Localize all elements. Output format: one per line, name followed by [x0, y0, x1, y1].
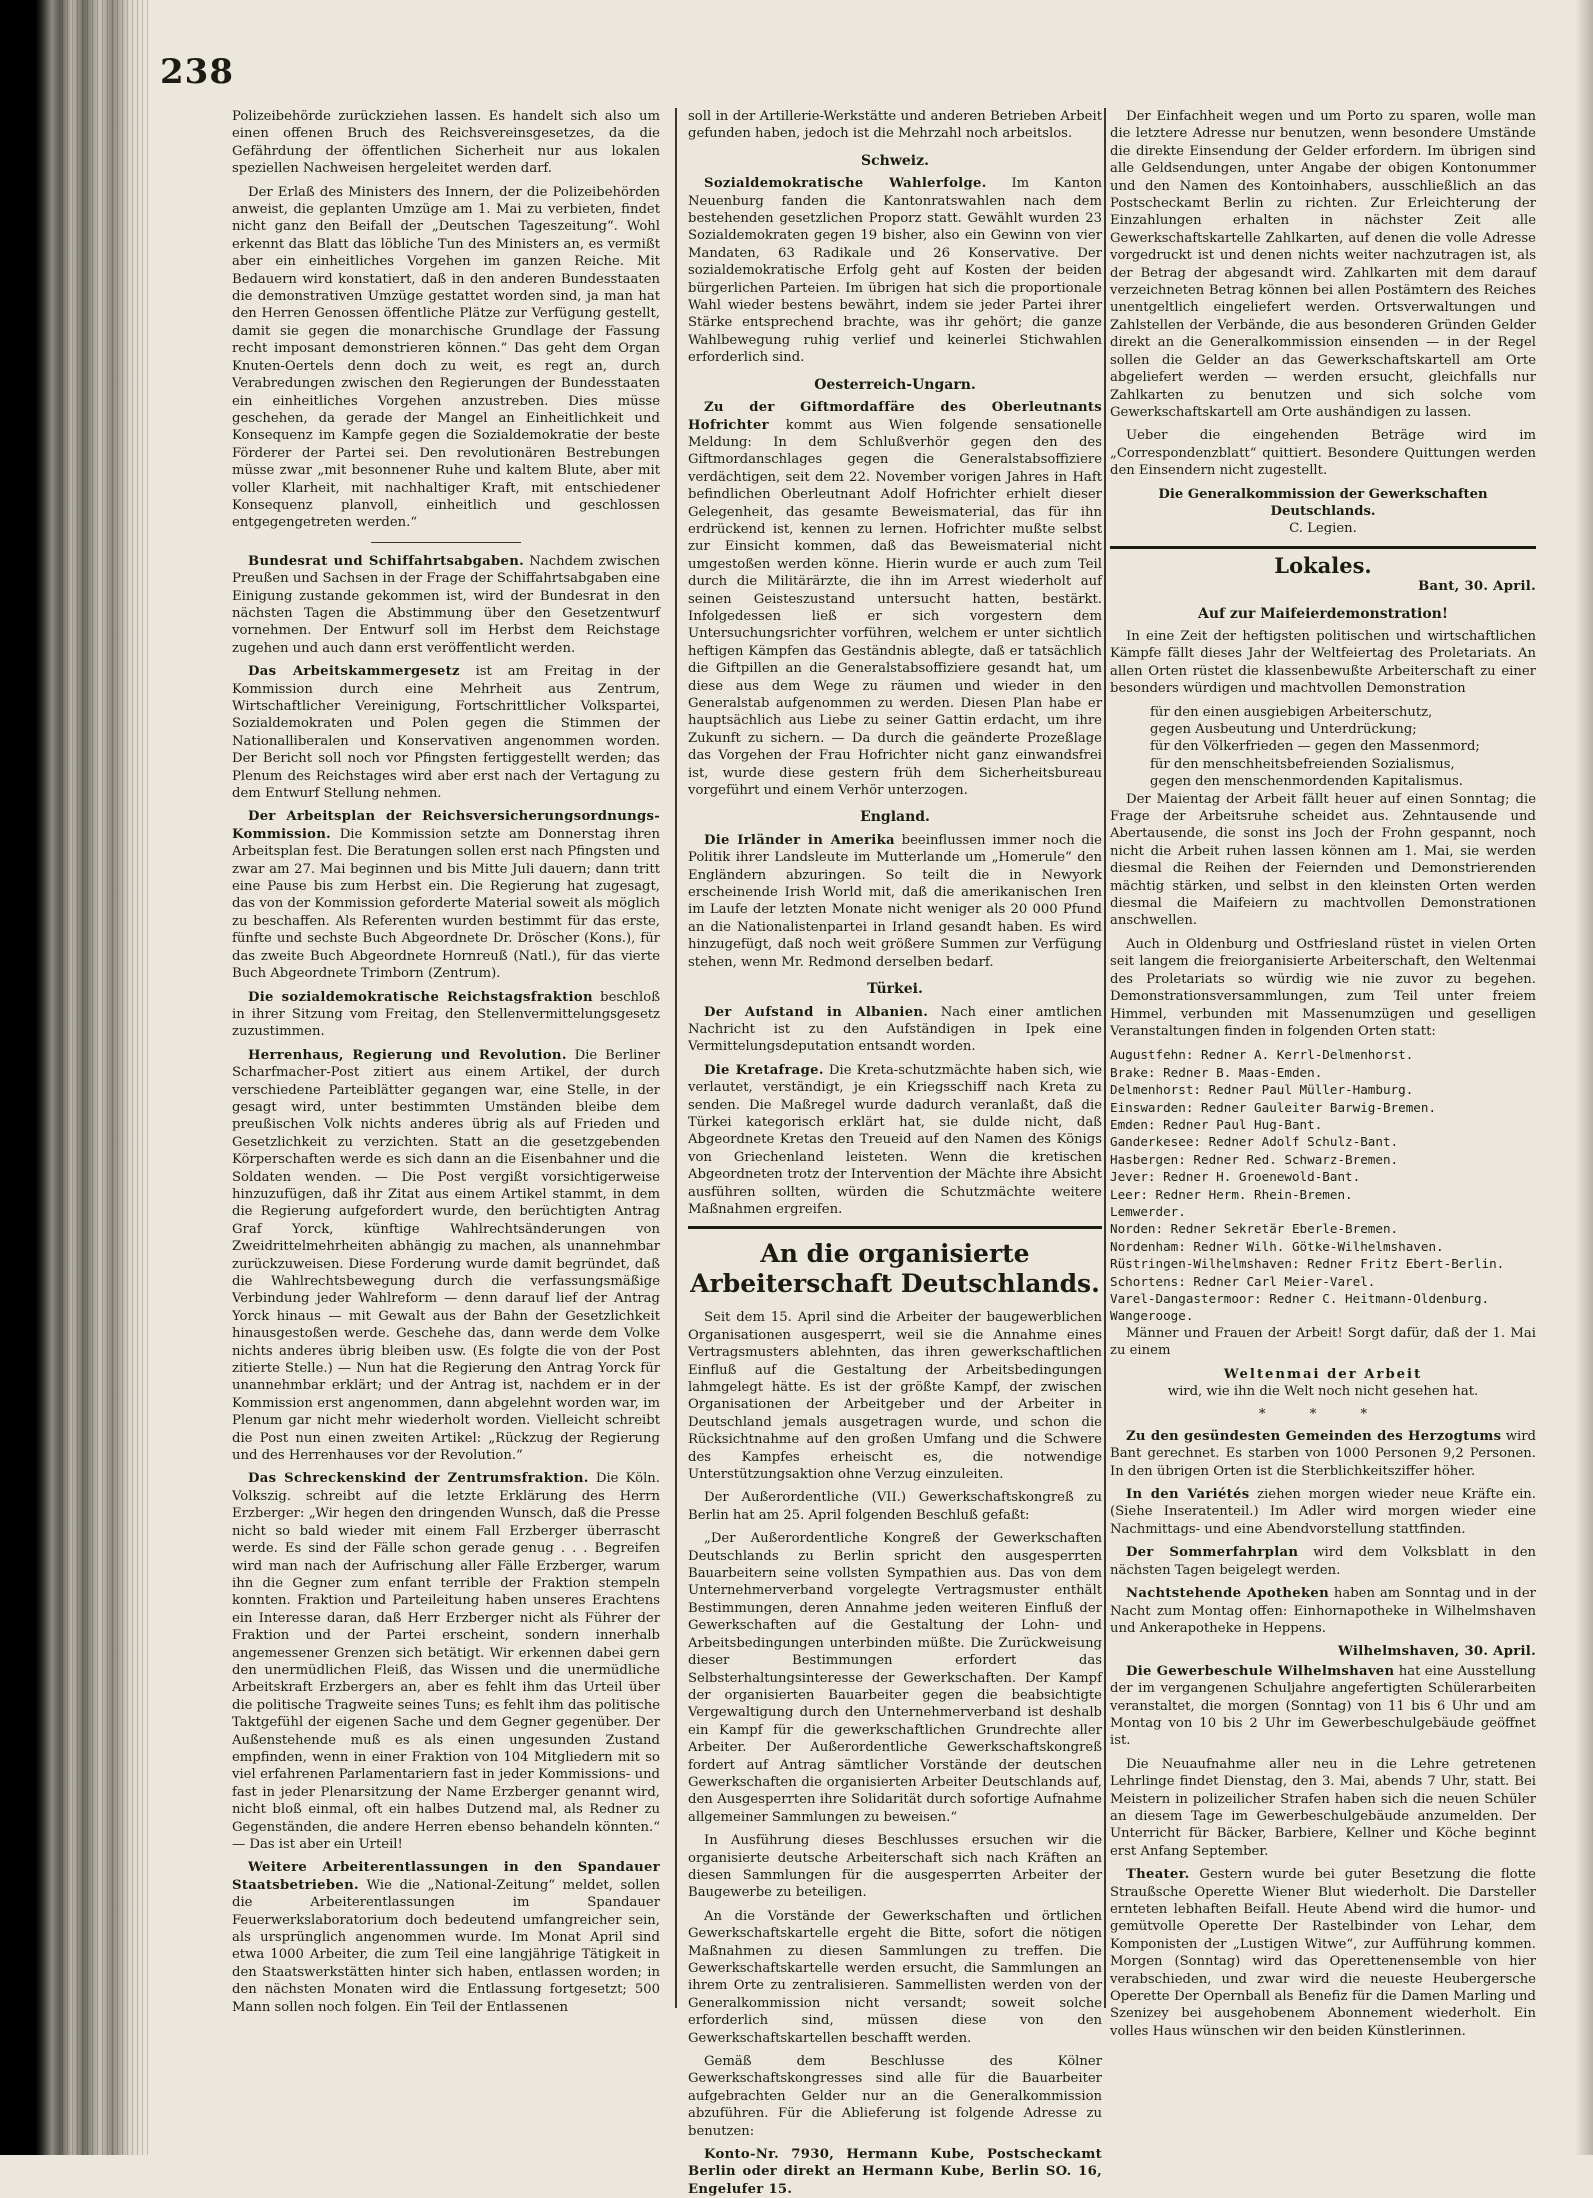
- list-item: Emden: Redner Paul Hug-Bant.: [1110, 1116, 1323, 1132]
- article-heading: Sozialdemokratische Wahlerfolge.: [704, 176, 987, 192]
- article-heading: Der Arbeitsplan der Reichsversicherungsordnungs-Kommission.: [232, 809, 660, 842]
- list-item: gegen den menschenmordenden Kapitalismus.: [1150, 774, 1463, 790]
- paragraph: Der Maientag der Arbeit fällt heuer auf einen Sonntag; die Frage der Arbeitsruhe scheidet aus. Zehntausende und Abertausende, die sonst ins Joch der Frohn gespannt, noch nicht die Arbeit ruhen lassen können am 1. Mai, sie werden diesmal die Reihen der Feiernden und Demonstrierenden mächtig stärken, und selbst in den kleinsten Orten werden diesmal die Maifeiern zu machtvollen Demonstrationen anschwellen.: [1110, 791, 1536, 929]
- article-heading: Die sozialdemokratische Reichstagsfraktion: [248, 989, 593, 1005]
- list-item: Augustfehn: Redner A. Kerrl-Delmenhorst.: [1110, 1047, 1414, 1063]
- article-heading: Auf zur Maifeierdemonstration!: [1197, 605, 1448, 622]
- list-item: Rüstringen-Wilhelmshaven: Redner Fritz Ebert-Berlin.: [1110, 1256, 1505, 1272]
- list-item: für den einen ausgiebigen Arbeiterschutz,: [1150, 704, 1433, 720]
- paragraph: Der Erlaß des Ministers des Innern, der die Polizeibehörden anweist, die geplanten Umzüge am 1. Mai zu verbieten, findet nicht ganz den Beifall der „Deutschen Tageszeitung“. Wohl erkennt das Blatt das löbliche Tun des Ministers an, es vermißt aber ein einheitliches Vorgehen im ganzen Reiche. Mit Bedauern wird konstatiert, daß in den anderen Bundesstaaten die demonstrativen Umzüge gestattet worden sind, ja man hat den Herren Genossen öffentliche Plätze zur Verfügung gestellt, damit sie gegen die monarchische Grundlage der Fassung recht imposant demonstrieren können.“ Das geht dem Organ Knuten-Oertels denn doch zu weit, es regt an, durch Verabredungen zwischen den Regierungen der Bundesstaaten ein einheitliches Vorgehen anzustreben. Dies müsse geschehen, da gerade der Mangel an Einheitlichkeit und Konsequenz im Kampfe gegen die Sozialdemokratie der beste Förderer der Partei sei. Den revolutionären Bestrebungen müsse zwar „mit besonnener Ruhe und kaltem Blute, aber mit voller Klarheit, mit nachhaltiger Kraft, mit entschiedener Konsequenz planvoll, einheitlich und geschlossen entgegengetreten werden.“: [232, 184, 660, 531]
- list-item: Varel-Dangastermoor: Redner C. Heitmann-Oldenburg.: [1110, 1291, 1490, 1306]
- list-item: Nordenham: Redner Wilh. Götke-Wilhelmshaven.: [1110, 1238, 1444, 1254]
- paragraph: soll in der Artillerie-Werkstätte und anderen Betrieben Arbeit gefunden haben, jedoch ist die Mehrzahl noch arbeitslos.: [688, 109, 1102, 142]
- paragraph: An die Vorstände der Gewerkschaften und örtlichen Gewerkschaftskartelle ergeht die Bitte, sofort die nötigen Maßnahmen zu diesen Sammlungen zu treffen. Die Gewerkschaftskartelle werden ersucht, die Sammlungen an ihrem Orte zu zentralisieren. Sammellisten werden von der Generalkommission nicht versandt; soweit solche erforderlich sind, müssen diese von den Gewerkschaftskartellen beschafft werden.: [688, 1908, 1102, 2046]
- article-heading: Die Gewerbeschule Wilhelmshaven: [1126, 1663, 1395, 1679]
- paragraph: ist am Freitag in der Kommission durch eine Mehrheit aus Zentrum, Wirtschaftlicher Vereinigung, Fortschrittlicher Volkspartei, Sozialdemokraten und Polen gegen die Stimmen der Nationalliberalen und Konservativen angenommen worden. Der Bericht soll noch vor Pfingsten fertiggestellt werden; das Plenum des Reichstages wird aber erst nach der Vertagung zu dem Entwurf Stellung nehmen.: [232, 664, 660, 802]
- list-item: Wangerooge.: [1110, 1308, 1194, 1324]
- article-heading: Das Schreckenskind der Zentrumsfraktion.: [248, 1471, 589, 1487]
- list-item: Brake: Redner B. Maas-Emden.: [1110, 1064, 1323, 1080]
- appeal-title: An die organisierte Arbeiterschaft Deutschlands.: [690, 1239, 1100, 1299]
- paragraph: beschloß in ihrer Sitzung vom Freitag, den Stellenvermittelungsgesetz zuzustimmen.: [232, 989, 660, 1040]
- paragraph: Die Neuaufnahme aller neu in die Lehre getretenen Lehrlinge findet Dienstag, den 3. Mai, abends 7 Uhr, statt. Bei Meistern in polizeilicher Strafen haben sich die neuen Schüler an diesem Tage im Gewerbeschulgebäude anzumelden. Der Unterricht für Bäcker, Barbiere, Kellner und Köche beginnt erst Anfang September.: [1110, 1756, 1536, 1859]
- column-2: [688, 108, 1102, 2197]
- paragraph: ziehen morgen wieder neue Kräfte ein. (Siehe Inseratenteil.) Im Adler wird morgen wieder eine Nachmittags- und eine Abendvorstellung stattfinden.: [1110, 1487, 1536, 1537]
- list-item: Leer: Redner Herm. Rhein-Bremen.: [1110, 1186, 1353, 1202]
- list-item: für den menschheitsbefreienden Sozialismus,: [1150, 756, 1455, 772]
- list-item: Schortens: Redner Carl Meier-Varel.: [1110, 1273, 1376, 1289]
- article-heading: Theater.: [1126, 1867, 1190, 1883]
- demand-list: [1110, 704, 1536, 791]
- article-heading: Der Sommerfahrplan: [1126, 1545, 1299, 1561]
- paragraph: Die Kommission setzte am Donnerstag ihren Arbeitsplan fest. Die Beratungen sollen erst nach Pfingsten und zwar am 27. Mai beginnen und bis Mitte Juli dauern; dann tritt eine Pause bis zum Herbst ein. Die Regierung hat zugesagt, das von der Kommission geforderte Material soweit als möglich zu beschaffen. Als Referenten wurden bestimmt für das erste, fünfte und sechste Buch Abgeordnete Dr. Dröscher (Kons.), für das zweite Buch Abgeordnete Hornreuß (Natl.), für das vierte Buch Abgeordnete Trimborn (Zentrum).: [232, 826, 660, 982]
- paragraph: wird dem Volksblatt in den nächsten Tagen beigelegt werden.: [1110, 1545, 1536, 1578]
- asterism: * * *: [1258, 1407, 1388, 1423]
- heavy-rule: [1110, 546, 1536, 549]
- paragraph: Die Berliner Scharfmacher-Post zitiert aus einem Artikel, der durch verschiedene Parteiblätter gegangen war, eine Stelle, in der gesagt wird, unter bestimmten Umständen bleibe dem preußischen Volk nichts anderes übrig als auf Frieden und Gesetzlichkeit zu verzichten. Statt an die gesetzgebenden Körperschaften werde es sich dann an die Eisenbahner und die Soldaten wenden. — Die Post vergißt vorsichtigerweise hinzuzufügen, daß ihr Zitat aus einem Artikel stammt, in dem die Regierung aufgefordert wurde, den berüchtigten Antrag Graf Yorck, künftige Wahlrechtsänderungen von Zweidrittelmehrheiten abhängig zu machen, als unannehmbar zurückzuweisen. Diese Forderung wurde damit begründet, daß die Wahlrechtsbewegung durch die verfassungsmäßige Verbindung jeder Wahlreform — denn darauf lief der Antrag Yorck hinaus — mit Gewalt aus der Bahn der Gesetzlichkeit hinausgestoßen werde. Geschehe das, dann werde dem Volke nichts anderes übrig bleiben usw. (Es folgte die von der Post zitierte Stelle.) — Nun hat die Regierung den Antrag Yorck für unannehmbar erklärt; und der Antrag ist, nachdem er in der Kommission erst angenommen, dann abgelehnt worden war, im Plenum gar nicht mehr wiederholt worden. Vielleicht schreibt die Post nun einen zweiten Artikel: „Rückzug der Regierung und des Herrenhauses vor der Revolution.“: [232, 1047, 660, 1464]
- article-heading: Die Irländer in Amerika: [704, 832, 895, 848]
- paragraph: In Ausführung dieses Beschlusses ersuchen wir die organisierte deutsche Arbeiterschaft sich nach Kräften an diesen Sammlungen für die ausgesperrten Arbeiter der Baugewerbe zu beteiligen.: [688, 1833, 1102, 1901]
- article-heading: Der Aufstand in Albanien.: [704, 1004, 929, 1020]
- list-item: gegen Ausbeutung und Unterdrückung;: [1150, 722, 1417, 737]
- paragraph: Nach einer amtlichen Nachricht ist zu den Aufständigen in Ipek eine Vermittelungsdeputation entsandt worden.: [688, 1004, 1102, 1055]
- column-rule-2: [1104, 108, 1106, 2008]
- paragraph: Auch in Oldenburg und Ostfriesland rüstet in vielen Orten seit langem die freiorganisierte Arbeiterschaft, den Weltenmai des Proletariats so würdig wie nie zuvor zu begehen. Demonstrationsversammlungen, zum Teil unter freiem Himmel, verbunden mit Massenumzügen und geselligen Veranstaltungen finden in folgenden Orten statt:: [1110, 936, 1536, 1039]
- article-heading: Bundesrat und Schiffahrtsabgaben.: [248, 553, 525, 569]
- emphasis-line: Weltenmai der Arbeit: [1223, 1366, 1423, 1382]
- list-item: Jever: Redner H. Groenewold-Bant.: [1110, 1169, 1361, 1185]
- paragraph: Seit dem 15. April sind die Arbeiter der baugewerblichen Organisationen ausgesperrt, weil sie die Annahme eines Vertragsmusters ablehnten, das ihren gewerkschaftlichen Einfluß auf die Gestaltung der Arbeitsbedingungen lahmgelegt hätte. Es ist der größte Kampf, der zwischen Organisationen der Arbeitgeber und der Arbeiter in Deutschland jemals ausgetragen wurde, und schon die Rücksichtnahme auf den großen Umfang und die Schwere des Kampfes erheischt es, die notwendige Unterstützungsaktion ohne Verzug einzuleiten.: [688, 1310, 1102, 1483]
- paragraph: In eine Zeit der heftigsten politischen und wirtschaftlichen Kämpfe fällt dieses Jahr der Weltfeiertag des Proletariats. An allen Orten rüstet die klassenbewußte Arbeiterschaft zu einer besonders würdigen und machtvollen Demonstration: [1110, 628, 1536, 697]
- list-item: Lemwerder.: [1110, 1203, 1186, 1219]
- paragraph: beeinflussen immer noch die Politik ihrer Landsleute im Mutterlande um „Homerule“ den Engländern abzuringen. So teilt die in Newyork erscheinende Irish World mit, daß die amerikanischen Iren im Laufe der letzten Monate nicht weniger als 20 000 Pfund an die Nationalistenpartei in Irland gesandt haben. Es wird hinzugefügt, daß noch weit größere Summen zur Verfügung stehen, wenn Mr. Redmond derselben bedarf.: [688, 832, 1102, 970]
- paragraph: hat eine Ausstellung der im vergangenen Schuljahre angefertigten Schülerarbeiten veranstaltet, die morgen (Sonntag) von 11 bis 6 Uhr und am Montag von 10 bis 2 Uhr im Gewerbeschulgebäude geöffnet ist.: [1110, 1663, 1536, 1749]
- list-item: Ganderkesee: Redner Adolf Schulz-Bant.: [1110, 1134, 1399, 1150]
- column-rule-1: [675, 108, 677, 2008]
- list-item: Einswarden: Redner Gauleiter Barwig-Bremen.: [1110, 1099, 1437, 1115]
- list-item: Hasbergen: Redner Red. Schwarz-Bremen.: [1110, 1151, 1399, 1167]
- paragraph: Im Kanton Neuenburg fanden die Kantonratswahlen nach dem bestehenden gesetzlichen Proporz statt. Gewählt wurden 23 Sozialdemokraten gegen 19 bisher, also ein Gewinn von vier Mandaten, 63 Radikale und 26 Konservative. Der sozialdemokratische Erfolg geht auf Kosten der beiden bürgerlichen Parteien. Im übrigen hat sich die proportionale Wahl wieder bestens bewährt, indem sie jeder Partei ihrer Stärke entsprechend brachte, was ihr gehört; die ganze Wahlbewegung ruhig verlief und keinerlei Stichwahlen erforderlich sind.: [688, 176, 1102, 366]
- paragraph: Gestern wurde bei guter Besetzung die flotte Straußsche Operette Wiener Blut wiederholt. Die Darsteller ernteten lebhaften Beifall. Heute Abend wird die humor- und gemütvolle Operette Der Rastelbinder von Lehar, dem Komponisten der „Lustigen Witwe“, zur Aufführung kommen. Morgen (Sonntag) wird das Operettenensemble von hier verabschieden, und zwar wird die neueste Heubergersche Operette Der Opernball als Benefiz für die Damen Marling und Szenizey bei ausgehobenem Abonnement wiederholt. Ein volles Haus wünschen wir den beiden Künstlerinnen.: [1110, 1867, 1536, 2039]
- paragraph: Die Köln. Volkszig. schreibt auf die letzte Erklärung des Herrn Erzberger: „Wir hegen den dringenden Wunsch, daß die Presse nicht so bald wieder mit einem Fall Erzberger überrascht werde. Es sind der Fälle schon gerade genug . . . Begreifen wird man nach der Aufrischung aller Fälle Erzberger, warum ihn die Gegner zum enfant terrible der Fraktion stempeln konnten. Fraktion und Parteileitung haben unseres Erachtens ein Interesse daran, daß Herr Erzberger nicht als Führer der Fraktion und der Partei erscheint, sondern innerhalb angemessener Grenzen sich betätigt. Wir erkennen dabei gern den unermüdlichen Fleiß, das Wissen und die unermüdliche Arbeitskraft Erzbergers an, aber es fehlt ihm das Urteil über die politische Tragweite seines Tuns; es fehlt ihm das politische Taktgefühl der eigenen Sache und dem Gegner gegenüber. Der Außenstehende muß es als einen ungesunden Zustand empfinden, wenn in einer Fraktion von 104 Mitgliedern mit so viel erfahrenen Parlamentariern fast in jeder Kommissions- und fast in jeder Plenarsitzung der Name Erzberger genannt wird, nicht bloß einmal, oft ein halbes Dutzend mal, als Redner zu Gegenständen, die andere Herren ebenso behandeln könnten.“ — Das ist aber ein Urteil!: [232, 1471, 660, 1852]
- article-heading: Weitere Arbeiterentlassungen in den Spandauer Staatsbetrieben.: [232, 1860, 660, 1893]
- section-title-lokales: Lokales.: [1274, 552, 1372, 578]
- paragraph: Ueber die eingehenden Beträge wird im „Correspondenzblatt“ quittiert. Besondere Quittungen werden den Einsendern nicht zugestellt.: [1110, 428, 1536, 479]
- paragraph: haben am Sonntag und in der Nacht zum Montag offen: Einhornapotheke in Wilhelmshaven und Ankerapotheke in Heppens.: [1110, 1586, 1536, 1636]
- dateline: Bant, 30. April.: [1418, 579, 1536, 595]
- dateline: Wilhelmshaven, 30. April.: [1338, 1644, 1536, 1660]
- section-heading: Oesterreich-Ungarn.: [814, 376, 976, 393]
- column-3: [1110, 108, 1536, 2039]
- book-binding-spine: [0, 0, 150, 2155]
- page-edge-shadow: [1575, 0, 1593, 2155]
- paragraph: kommt aus Wien folgende sensationelle Meldung: In dem Schlußverhör gegen den des Giftmordanschlages gegen die Generalstabsoffiziere verdächtigen, seit dem 22. November vorigen Jahres in Haft befindlichen Oberleutnant Adolf Hofrichter erhielt dieser Gelegenheit, das gesamte Beweismaterial, das für ihn erdrückend ist, kennen zu lernen. Hofrichter mußte selbst zur Einsicht kommen, daß das Beweismaterial nicht umgestoßen werden könne. Hierin wurde er auch zum Teil durch die Militärärzte, die ihn im Arrest wiederholt auf seinen Geisteszustand untersucht hatten, bestärkt. Infolgedessen ließ er sich vorgestern dem Untersuchungsrichter vorführen, welchem er unter sichtlich heftigen Kämpfen das Geständnis ablegte, daß er tatsächlich die Giftpillen an die Generalstabsoffiziere gesandt hat, um diese aus dem Wege zu räumen und wieder in den Generalstab aufgenommen zu werden. Diesen Plan habe er hauptsächlich aus Liebe zu seiner Gattin erdacht, um ihre Zukunft zu sichern. — Da durch die geänderte Prozeßlage das Vorgehen der Frau Hofrichter nicht ganz einwandsfrei ist, wurde diese gestern früh dem Sicherheitsbureau vorgeführt und einem Verhör unterzogen.: [688, 417, 1102, 799]
- article-heading: Nachtstehende Apotheken: [1126, 1586, 1329, 1602]
- paragraph: Polizeibehörde zurückziehen lassen. Es handelt sich also um einen offenen Bruch des Reichsvereinsgesetzes, da die Gefährdung der öffentlichen Sicherheit nur aus lokalen speziellen Nachweisen hergeleitet werden darf.: [232, 109, 660, 177]
- signature-name: C. Legien.: [1289, 521, 1357, 537]
- paragraph: Der Einfachheit wegen und um Porto zu sparen, wolle man die letztere Adresse nur benutzen, wenn besondere Umstände die direkte Einsendung der Gelder erfordern. Im übrigen sind alle Geldsendungen, unter Angabe der obigen Kontonummer und den Namen des Kontoinhabers, ausschließlich an das Postscheckamt Berlin zu richten. Zur Erleichterung der Einzahlungen erhalten in nächster Zeit alle Gewerkschaftskartelle Zahlkarten, auf denen die volle Adresse vorgedruckt ist und denen nichts weiter nachzutragen ist, als der Betrag der abgesandt wird. Zahlkarten mit dem darauf verzeichneten Betrag können bei allen Postämtern des Reiches unentgeltlich eingeliefert werden. Ortsverwaltungen und Zahlstellen der Verbände, die aus besonderen Gründen Gelder direkt an die Generalkommission einsenden — in der Regel sollen die Gelder an das Gewerkschaftskartell am Orte abgeliefert werden — werden ersucht, gleichfalls nur Zahlkarten zu benutzen und sich solche vom Gewerkschaftskartell am Orte aushändigen zu lassen.: [1110, 109, 1536, 420]
- bank-address: Konto-Nr. 7930, Hermann Kube, Postscheckamt Berlin oder direkt an Hermann Kube, Berlin SO. 16, Engelufer 15.: [688, 2147, 1102, 2197]
- list-item: für den Völkerfrieden — gegen den Massenmord;: [1150, 739, 1480, 755]
- section-heading: England.: [860, 809, 930, 826]
- article-heading: Zu den gesündesten Gemeinden des Herzogtums: [1126, 1428, 1502, 1444]
- paragraph: Der Außerordentliche (VII.) Gewerkschaftskongreß zu Berlin hat am 25. April folgenden Beschluß gefaßt:: [688, 1490, 1102, 1523]
- paragraph: Gemäß dem Beschlusse des Kölner Gewerkschaftskongresses sind alle für die Bauarbeiter aufgebrachten Gelder nur an die Generalkommission abzuführen. Für die Ablieferung ist folgende Adresse zu benutzen:: [688, 2054, 1102, 2139]
- separator: [371, 542, 521, 543]
- article-heading: Die Kretafrage.: [704, 1062, 824, 1078]
- paragraph: Männer und Frauen der Arbeit! Sorgt dafür, daß der 1. Mai zu einem: [1110, 1325, 1536, 1359]
- column-1: [232, 108, 661, 2015]
- article-heading: Zu der Giftmordaffäre des Oberleutnants Hofrichter: [688, 400, 1102, 433]
- article-heading: Das Arbeitskammergesetz: [248, 664, 460, 680]
- paragraph: wird Bant gerechnet. Es starben von 1000 Personen 9,2 Personen. In den übrigen Orten ist die Sterblichkeitsziffer höher.: [1110, 1428, 1536, 1479]
- article-heading: In den Variétés: [1126, 1487, 1250, 1503]
- section-heading: Türkei.: [867, 981, 923, 998]
- paragraph: Wie die „National-Zeitung“ meldet, sollen die Arbeiterentlassungen im Spandauer Feuerwerkslaboratorium doch bedeutend umfangreicher sein, als ursprünglich angenommen wurde. Im Monat April sind etwa 1000 Arbeiter, die zum Teil eine langjährige Tätigkeit in den Staatswerkstätten hinter sich haben, entlassen worden; in den nächsten Monaten wird die Entlassung fortgesetzt; 500 Mann sollen noch folgen. Ein Teil der Entlassenen: [232, 1877, 660, 2015]
- article-heading: Herrenhaus, Regierung und Revolution.: [248, 1047, 567, 1063]
- paragraph: Nachdem zwischen Preußen und Sachsen in der Frage der Schiffahrtsabgaben eine Einigung zustande gekommen ist, wird der Bundesrat in den nächsten Tagen die Abstimmung über den Gesetzentwurf vornehmen. Der Entwurf soll im Herbst dem Reichstage zugehen und auch dann erst veröffentlicht werden.: [232, 553, 661, 656]
- heavy-rule: [688, 1226, 1102, 1229]
- section-heading: Schweiz.: [861, 152, 929, 169]
- signature-organization: Die Generalkommission der Gewerkschaften Deutschlands.: [1158, 486, 1488, 519]
- paragraph: Die Kreta-schutzmächte haben sich, wie verlautet, verständigt, je ein Kriegsschiff nach Kreta zu senden. Die Maßregel wurde dadurch veranlaßt, daß die Türkei kategorisch erklärt hat, sie dulde nicht, daß Abgeordnete Kretas den Treueid auf den Namen des Königs von Griechenland leisteten. Wenn die kretischen Abgeordneten trotz der Intervention der Mächte ihre Absicht ausführen sollten, würden die Schutzmächte weitere Maßnahmen ergreifen.: [688, 1062, 1102, 1217]
- rally-list: [1110, 1046, 1536, 1325]
- page-number: 238: [160, 52, 234, 92]
- quoted-resolution: „Der Außerordentliche Kongreß der Gewerkschaften Deutschlands zu Berlin spricht den ausgesperrten Bauarbeitern seine vollsten Sympathien aus. Das von dem Unternehmerverband vorgelegte Vertragsmuster enthält Bestimmungen, deren Annahme jeden weiteren Einfluß der Gewerkschaften auf die Gestaltung der Lohn- und Arbeitsbedingungen unterbinden müßte. Die Zurückweisung dieser Bestimmungen erfordert das Selbsterhaltungsinteresse der Gewerkschaften. Der Kampf der organisierten Bauarbeiter gegen die beabsichtigte Vergewaltigung durch den Unternehmerverband ist deshalb ein Kampf für die gewerkschaftlichen Grundrechte aller Arbeiter. Der Außerordentliche Gewerkschaftskongreß fordert auf Antrag sämtlicher Vorstände der deutschen Gewerkschaften die organisierten Arbeiter Deutschlands auf, den Ausgesperrten ihre Solidarität durch sofortige Aufnahme allgemeiner Sammlungen zu beweisen.“: [688, 1531, 1102, 1825]
- list-item: Norden: Redner Sekretär Eberle-Bremen.: [1110, 1221, 1399, 1237]
- paragraph: wird, wie ihn die Welt noch nicht gesehen hat.: [1167, 1384, 1479, 1400]
- list-item: Delmenhorst: Redner Paul Müller-Hamburg.: [1110, 1082, 1414, 1098]
